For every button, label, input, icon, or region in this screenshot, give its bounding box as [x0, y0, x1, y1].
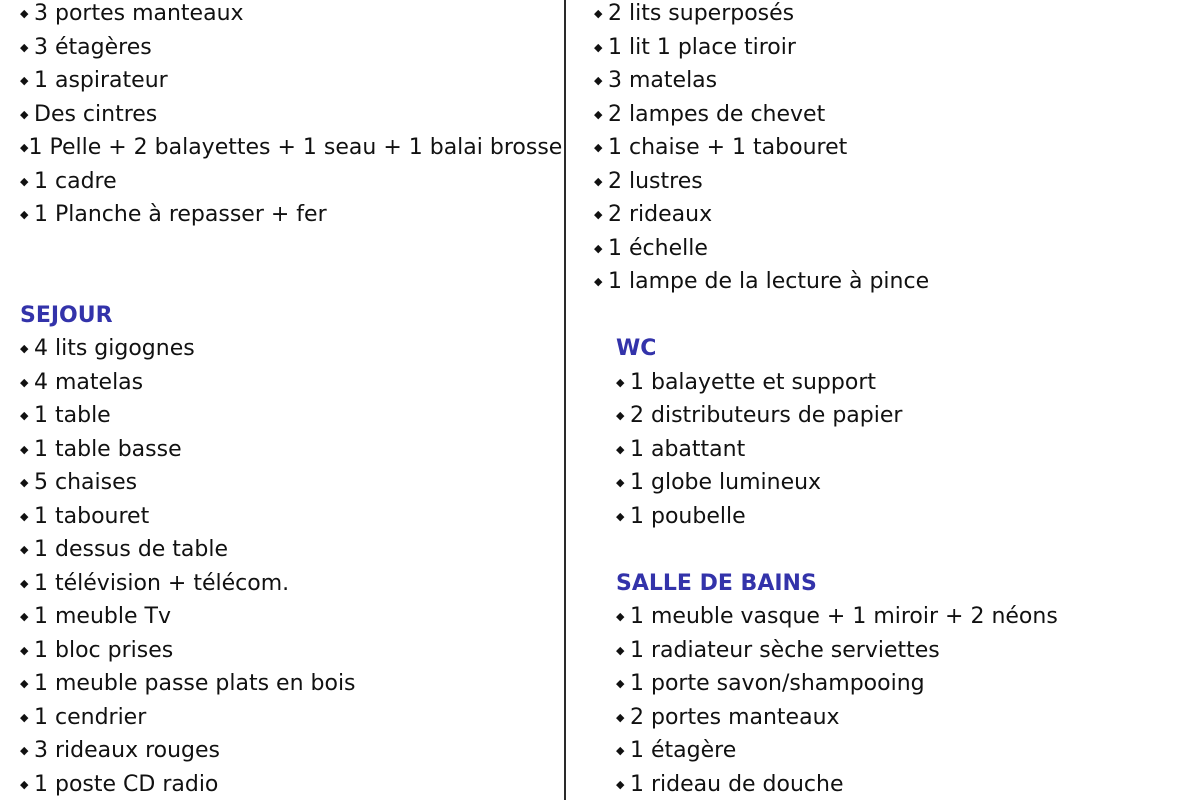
list-item-text: 1 chaise + 1 tabouret — [608, 134, 847, 162]
list-item-text: 1 poste CD radio — [34, 771, 218, 799]
list-item — [20, 134, 560, 168]
list-item — [616, 704, 1194, 738]
list-item-text: 1 poubelle — [630, 503, 746, 531]
list-item — [616, 771, 1194, 804]
list-item — [20, 603, 560, 637]
list-item — [594, 268, 1194, 302]
list-item-text: 1 tabouret — [34, 503, 149, 531]
bullet-icon: ◆ — [20, 134, 28, 162]
list-item-text: 1 meuble passe plats en bois — [34, 670, 356, 698]
list-item-text: 1 table basse — [34, 436, 182, 464]
bullet-icon: ◆ — [20, 436, 34, 464]
spacer — [594, 536, 1194, 570]
list-item-text: 3 matelas — [608, 67, 717, 95]
bullet-icon: ◆ — [20, 335, 34, 363]
list-item-text: 1 globe lumineux — [630, 469, 821, 497]
list-item — [20, 201, 560, 235]
bullet-icon: ◆ — [594, 268, 608, 296]
bullet-icon: ◆ — [20, 737, 34, 765]
bullet-icon: ◆ — [20, 67, 34, 95]
list-item — [20, 436, 560, 470]
list-item — [20, 670, 560, 704]
bullet-icon: ◆ — [20, 536, 34, 564]
list-item — [20, 67, 560, 101]
bullet-icon: ◆ — [20, 34, 34, 62]
list-item-text: 1 meuble Tv — [34, 603, 171, 631]
right-column — [594, 0, 1194, 804]
column-divider — [564, 0, 566, 800]
list-item — [20, 168, 560, 202]
list-item — [616, 369, 1194, 403]
bullet-icon: ◆ — [594, 0, 608, 28]
bullet-icon: ◆ — [594, 201, 608, 229]
bullet-icon: ◆ — [20, 637, 34, 665]
list-item-text: 1 abattant — [630, 436, 745, 464]
wc-heading: WC — [616, 335, 1194, 369]
list-item — [20, 0, 560, 34]
bullet-icon: ◆ — [594, 235, 608, 263]
bullet-icon: ◆ — [616, 603, 630, 631]
spacer — [594, 302, 1194, 336]
bullet-icon: ◆ — [20, 101, 34, 129]
list-item-text: 2 lits superposés — [608, 0, 794, 28]
list-item-text: 2 lustres — [608, 168, 703, 196]
bullet-icon: ◆ — [616, 402, 630, 430]
bullet-icon: ◆ — [20, 704, 34, 732]
bullet-icon: ◆ — [594, 67, 608, 95]
list-item-text: 1 Planche à repasser + fer — [34, 201, 327, 229]
list-item-text: 1 télévision + télécom. — [34, 570, 289, 598]
list-item-text: 1 bloc prises — [34, 637, 173, 665]
bullet-icon: ◆ — [20, 402, 34, 430]
list-item — [594, 34, 1194, 68]
list-item-text: 5 chaises — [34, 469, 137, 497]
list-item-text: 1 table — [34, 402, 111, 430]
list-item — [616, 670, 1194, 704]
list-item-text: 1 radiateur sèche serviettes — [630, 637, 940, 665]
list-item-text: 2 portes manteaux — [630, 704, 840, 732]
salle-de-bains-heading: SALLE DE BAINS — [616, 570, 1194, 604]
list-item — [594, 134, 1194, 168]
sejour-section — [20, 302, 560, 804]
list-item — [616, 469, 1194, 503]
list-item-text: 1 cendrier — [34, 704, 146, 732]
list-item-text: 1 aspirateur — [34, 67, 168, 95]
bullet-icon: ◆ — [20, 201, 34, 229]
list-item-text: 1 étagère — [630, 737, 736, 765]
bullet-icon: ◆ — [20, 771, 34, 799]
list-item-text: 4 matelas — [34, 369, 143, 397]
bullet-icon: ◆ — [20, 603, 34, 631]
left-top-list — [20, 0, 560, 235]
list-item — [20, 101, 560, 135]
list-item-text: 2 lampes de chevet — [608, 101, 825, 129]
list-item — [20, 503, 560, 537]
left-column — [20, 0, 560, 804]
list-item — [594, 201, 1194, 235]
list-item — [20, 335, 560, 369]
list-item-text: 2 distributeurs de papier — [630, 402, 902, 430]
list-item — [594, 0, 1194, 34]
list-item-text: 1 balayette et support — [630, 369, 876, 397]
bullet-icon: ◆ — [616, 737, 630, 765]
right-top-list — [594, 0, 1194, 302]
list-item — [616, 637, 1194, 671]
list-item — [616, 402, 1194, 436]
list-item-text: 4 lits gigognes — [34, 335, 195, 363]
list-item-text: 1 rideau de douche — [630, 771, 844, 799]
list-item — [594, 101, 1194, 135]
bullet-icon: ◆ — [20, 168, 34, 196]
bullet-icon: ◆ — [20, 0, 34, 28]
list-item — [20, 402, 560, 436]
list-item — [20, 637, 560, 671]
list-item — [616, 737, 1194, 771]
wc-section — [594, 335, 1194, 536]
list-item-text: 1 lit 1 place tiroir — [608, 34, 796, 62]
bullet-icon: ◆ — [594, 34, 608, 62]
spacer — [20, 235, 560, 302]
bullet-icon: ◆ — [20, 570, 34, 598]
list-item — [616, 436, 1194, 470]
sejour-heading: SEJOUR — [20, 302, 560, 336]
bullet-icon: ◆ — [594, 134, 608, 162]
list-item-text: 1 meuble vasque + 1 miroir + 2 néons — [630, 603, 1058, 631]
bullet-icon: ◆ — [20, 369, 34, 397]
bullet-icon: ◆ — [20, 469, 34, 497]
bullet-icon: ◆ — [594, 168, 608, 196]
bullet-icon: ◆ — [20, 670, 34, 698]
bullet-icon: ◆ — [616, 503, 630, 531]
list-item-text: 1 échelle — [608, 235, 708, 263]
bullet-icon: ◆ — [616, 436, 630, 464]
bullet-icon: ◆ — [594, 101, 608, 129]
list-item — [616, 603, 1194, 637]
list-item-text: 1 cadre — [34, 168, 117, 196]
bullet-icon: ◆ — [616, 469, 630, 497]
bullet-icon: ◆ — [616, 704, 630, 732]
list-item — [594, 67, 1194, 101]
list-item — [20, 704, 560, 738]
list-item — [20, 570, 560, 604]
list-item-text: 3 étagères — [34, 34, 152, 62]
list-item — [20, 737, 560, 771]
bullet-icon: ◆ — [20, 503, 34, 531]
bullet-icon: ◆ — [616, 670, 630, 698]
list-item-text: 2 rideaux — [608, 201, 712, 229]
list-item-text: 1 porte savon/shampooing — [630, 670, 925, 698]
list-item-text: 1 lampe de la lecture à pince — [608, 268, 929, 296]
bullet-icon: ◆ — [616, 771, 630, 799]
bullet-icon: ◆ — [616, 369, 630, 397]
bullet-icon: ◆ — [616, 637, 630, 665]
list-item-text: 1 Pelle + 2 balayettes + 1 seau + 1 balai brosse — [28, 134, 562, 162]
list-item-text: 3 rideaux rouges — [34, 737, 220, 765]
list-item — [594, 235, 1194, 269]
salle-de-bains-section — [594, 570, 1194, 804]
list-item — [20, 469, 560, 503]
list-item — [594, 168, 1194, 202]
list-item — [616, 503, 1194, 537]
list-item — [20, 34, 560, 68]
list-item-text: 3 portes manteaux — [34, 0, 244, 28]
list-item — [20, 536, 560, 570]
list-item-text: Des cintres — [34, 101, 157, 129]
list-item — [20, 369, 560, 403]
list-item-text: 1 dessus de table — [34, 536, 228, 564]
list-item — [20, 771, 560, 804]
